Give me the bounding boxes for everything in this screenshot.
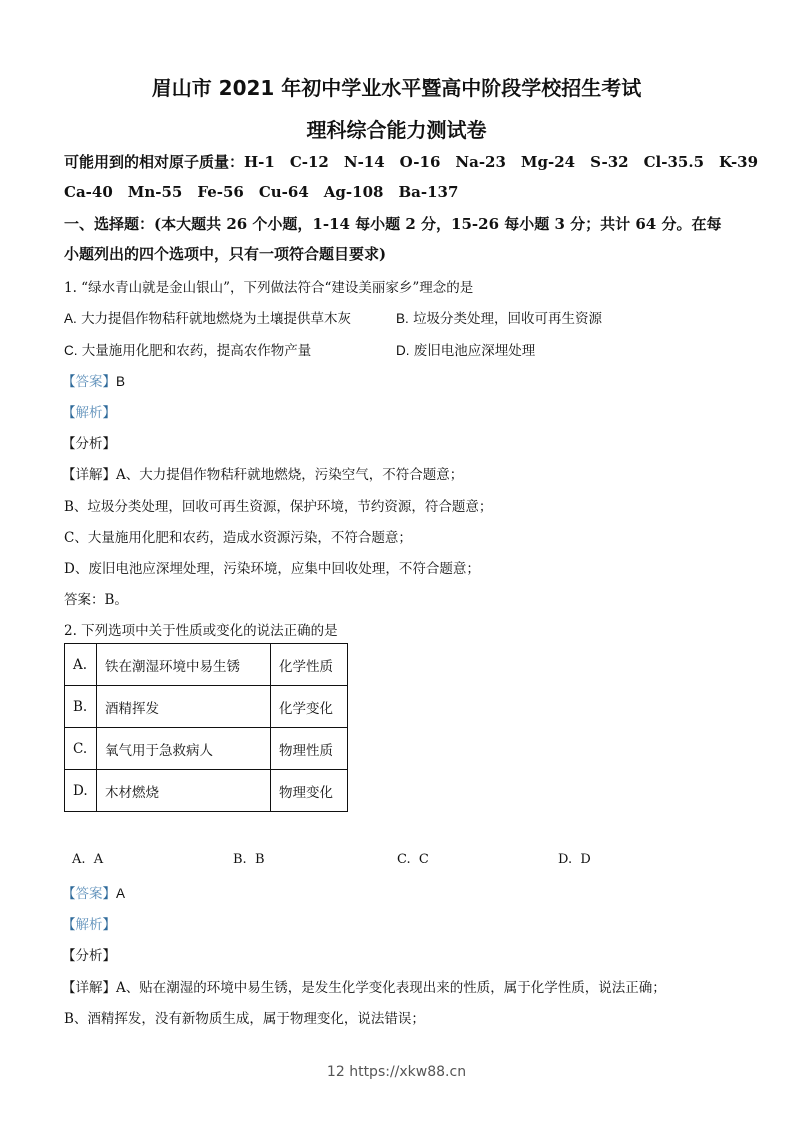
table-cell: C. [65,728,97,770]
q1-analysis-tag: 【解析】 [62,405,116,421]
q1-option-d [396,339,535,359]
q2-option-b: B. B [233,852,265,867]
table-cell: 化学变化 [271,686,348,728]
section-heading-line1: 一、选择题：(本大题共 26 个小题，1-14 每小题 2 分，15-26 每小题 3 分；共计 64 分。在每 [64,215,722,233]
q2-stem: 2. 下列选项中关于性质或变化的说法正确的是 [64,623,338,639]
table-cell: 酒精挥发 [97,686,271,728]
table-cell: 木材燃烧 [97,770,271,812]
q2-fenxi: 【分析】 [62,948,116,964]
table-cell: A. [65,644,97,686]
atomic-masses-line2: Ca-40 Mn-55 Fe-56 Cu-64 Ag-108 Ba-137 [64,183,459,201]
answer-tag: 【答案】 [62,374,116,390]
page-number: 12 [326,1064,345,1080]
exam-subtitle: 理科综合能力测试卷 [306,118,487,142]
answer-tag: 【答案】 [62,886,116,902]
footer-url[interactable]: https://xkw88.cn [349,1064,467,1080]
q1-answer [62,370,125,390]
q2-analysis-tag: 【解析】 [62,917,116,933]
option-text: 大量施用化肥和农药，提高农作物产量 [81,343,312,359]
table-row [65,770,348,812]
q1-detail-d: D、废旧电池应深埋处理，污染环境，应集中回收处理，不符合题意； [64,561,480,577]
page-footer [0,1064,793,1080]
table-row [65,728,348,770]
option-label: D. [396,343,410,358]
table-cell: B. [65,686,97,728]
q2-option-d: D. D [558,852,591,867]
atomic-masses-line1: 可能用到的相对原子质量：H-1 C-12 N-14 O-16 Na-23 Mg-24 S-32 Cl-35.5 K-39 [64,153,759,171]
q2-detail-b: B、酒精挥发，没有新物质生成，属于物理变化，说法错误； [64,1011,425,1027]
q2-table [64,643,348,812]
option-label: A. [64,311,77,326]
table-cell: 化学性质 [271,644,348,686]
table-cell: 物理性质 [271,728,348,770]
table-cell: D. [65,770,97,812]
q2-answer [62,882,125,902]
option-label: B. [396,311,409,326]
section-heading-line2: 小题列出的四个选项中，只有一项符合题目要求) [64,245,387,263]
q1-detail-c: C、大量施用化肥和农药，造成水资源污染，不符合题意； [64,530,412,546]
q1-option-c [64,339,311,359]
q1-fenxi: 【分析】 [62,436,116,452]
q1-option-a [64,307,351,327]
q2-option-c: C. C [397,852,429,867]
q2-option-a: A. A [72,852,104,867]
q1-option-b [396,307,602,327]
option-text: 大力提倡作物秸秆就地燃烧为土壤提供草木灰 [81,311,352,327]
table-cell: 氧气用于急救病人 [97,728,271,770]
q1-detail-a: 【详解】A、大力提倡作物秸秆就地燃烧，污染空气，不符合题意； [62,467,464,483]
answer-value: A [116,886,126,901]
q1-stem: 1. “绿水青山就是金山银山”，下列做法符合“建设美丽家乡”理念的是 [64,280,474,296]
answer-value: B [116,374,126,389]
table-cell: 铁在潮湿环境中易生锈 [97,644,271,686]
q1-conclusion: 答案：B。 [64,592,128,608]
option-text: 废旧电池应深埋处理 [413,343,536,359]
exam-title: 眉山市 2021 年初中学业水平暨高中阶段学校招生考试 [151,76,642,100]
q1-detail-b: B、垃圾分类处理，回收可再生资源，保护环境，节约资源，符合题意； [64,499,493,515]
table-row [65,686,348,728]
table-cell: 物理变化 [271,770,348,812]
option-label: C. [64,343,78,358]
option-text: 垃圾分类处理，回收可再生资源 [413,311,603,327]
q2-detail-a: 【详解】A、贴在潮湿的环境中易生锈，是发生化学变化表现出来的性质，属于化学性质，说法正确； [62,980,666,996]
table-row [65,644,348,686]
